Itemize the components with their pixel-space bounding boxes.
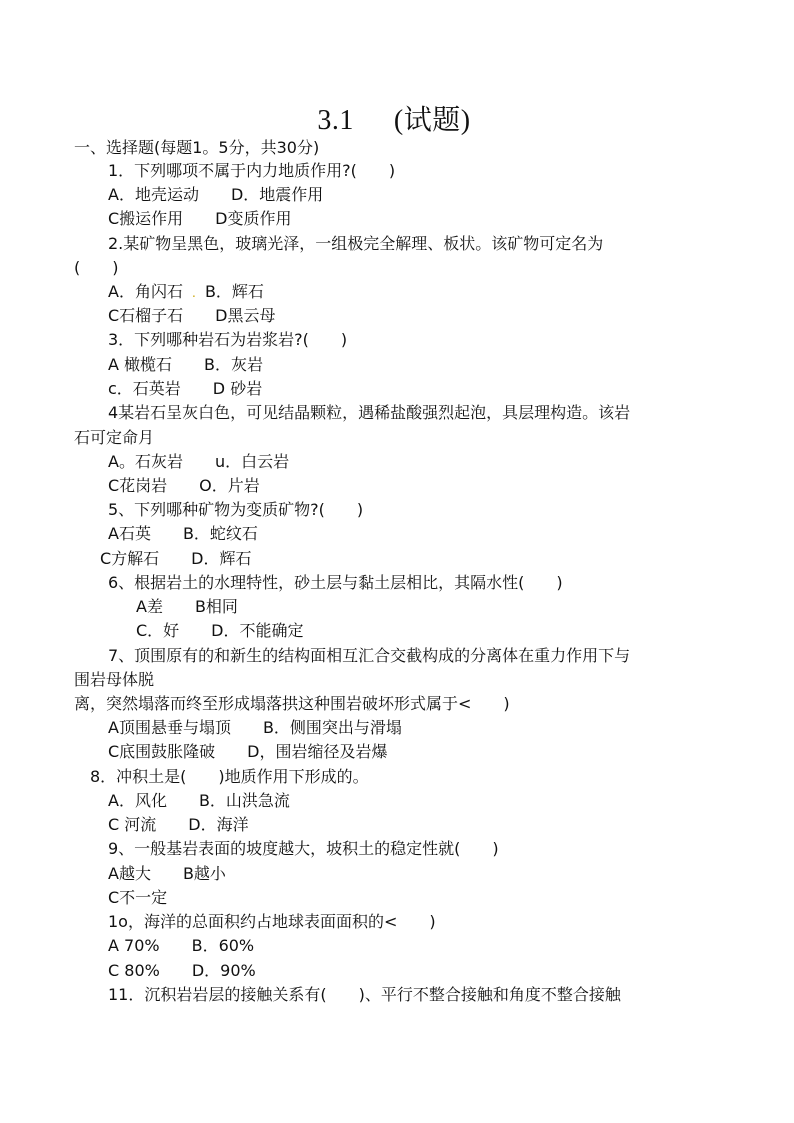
question-6-options-a: A差 B相同 [136,597,238,616]
question-4-cont: 石可定命月 [74,428,155,447]
question-4: 4某岩石呈灰白色，可见结晶颗粒，遇稀盐酸强烈起泡，具层理构造。该岩 [108,403,631,422]
question-2-option-a: A．角闪石 [108,282,183,301]
question-9-options-a: A越大 B越小 [108,864,226,883]
question-8: 8．冲积土是( )地质作用下形成的。 [90,767,369,786]
page-title [0,98,794,138]
question-2-option-b: B．辉石 [204,282,264,301]
question-5: 5、下列哪种矿物为变质矿物?( ) [108,500,364,519]
stray-mark: . [192,286,196,300]
question-5-options-b: C方解石 D．辉石 [100,549,252,568]
question-7-options-a: A顶围悬垂与塌顶 B．侧围突出与滑塌 [108,718,402,737]
question-3: 3．下列哪种岩石为岩浆岩?( ) [108,330,348,349]
title-number: 3.1 [317,105,354,136]
question-1-options-b: C搬运作用 D变质作用 [108,209,292,228]
question-11: 11．沉积岩岩层的接触关系有( )、平行不整合接触和角度不整合接触 [108,985,621,1004]
question-4-options-b: C花岗岩 O．片岩 [108,476,260,495]
question-8-options-b: C 河流 D．海洋 [108,815,249,834]
question-7-cont-1: 围岩母体脱 [74,670,155,689]
question-3-options-a: A 橄榄石 B．灰岩 [108,355,264,374]
question-6: 6、根据岩土的水理特性，砂土层与黏土层相比，其隔水性( ) [108,573,563,592]
question-7-cont-2: 离，突然塌落而终至形成塌落拱这种围岩破坏形式属于< ) [74,694,510,713]
question-1-options-a: A．地壳运动 D．地震作用 [108,185,324,204]
question-3-options-b: c．石英岩 D 砂岩 [108,379,263,398]
question-4-options-a: A。石灰岩 u．白云岩 [108,452,290,471]
question-7-options-b: C底围鼓胀隆破 D，围岩缩径及岩爆 [108,742,388,761]
question-2-options-a [108,282,264,303]
question-9: 9、一般基岩表面的坡度越大，坡积土的稳定性就( ) [108,839,499,858]
question-8-options-a: A．风化 B．山洪急流 [108,791,290,810]
question-2: 2.某矿物呈黑色，玻璃光泽，一组极完全解理、板状。该矿物可定名为 [108,234,604,253]
question-7: 7、顶围原有的和新生的结构面相互汇合交截构成的分离体在重力作用下与 [108,646,631,665]
question-2-options-b: C石榴子石 D黑云母 [108,306,276,325]
section-heading: 一、选择题(每题1。5分，共30分) [74,138,320,157]
question-6-options-b: C．好 D．不能确定 [136,621,304,640]
question-10-options-b: C 80% D．90% [108,961,256,980]
question-2-paren: ( ) [74,258,119,277]
question-5-options-a: A石英 B．蛇纹石 [108,524,258,543]
title-text: (试题) [393,105,471,136]
question-9-options-b: C不一定 [108,888,168,907]
question-1: 1．下列哪项不属于内力地质作用?( ) [108,161,396,180]
question-10: 1o，海洋的总面积约占地球表面面积的< ) [108,912,436,931]
question-10-options-a: A 70% B．60% [108,936,255,955]
